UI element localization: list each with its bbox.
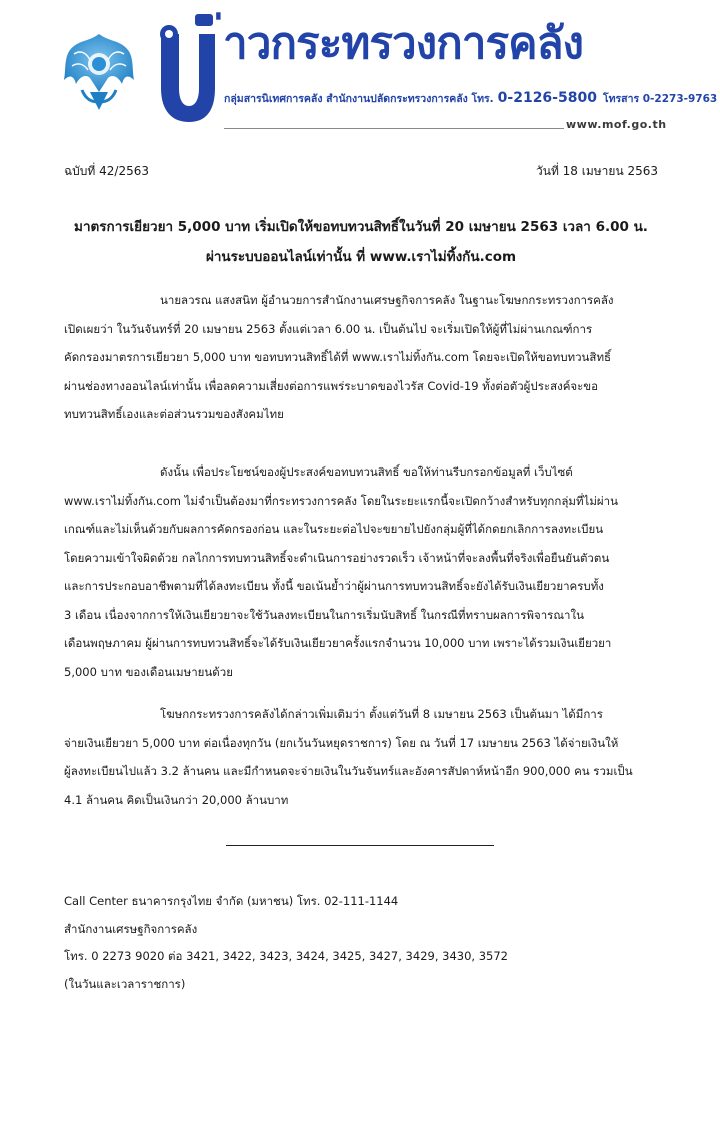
masthead-org-line: กลุ่มสารนิเทศการคลัง สำนักงานปลัดกระทรวงการคลัง โทร. <box>224 93 494 105</box>
paragraph-line: และการประกอบอาชีพตามที่ได้ลงทะเบียน ทั้งนี้ ขอเน้นย้ำว่าผู้ผ่านการทบทวนสิทธิ์จะยังได้รับเงินเยียวยาครบทั้ง <box>64 579 604 593</box>
paragraph-line: คัดกรองมาตรการเยียวยา 5,000 บาท ขอทบทวนสิทธิ์ได้ที่ www.เราไม่ทิ้งกัน.com โดยจะเปิดให้ขอทบทวนสิทธิ์ <box>64 350 612 364</box>
paragraph-line: เปิดเผยว่า ในวันจันทร์ที่ 20 เมษายน 2563 ตั้งแต่เวลา 6.00 น. เป็นต้นไป จะเริ่มเปิดให้ผู้ที่ไม่ผ่านเกณฑ์การ <box>64 321 593 336</box>
paragraph-line: โดยความเข้าใจผิดด้วย กลไกการทบทวนสิทธิ์จะดำเนินการอย่างรวดเร็ว เจ้าหน้าที่จะลงพื้นที่จริงเพื่อยืนยันตัวตน <box>64 550 610 565</box>
paragraph-line: 3 เดือน เนื่องจากการให้เงินเยียวยาจะใช้วันลงทะเบียนในการเริ่มนับสิทธิ์ ในกรณีที่ทราบผลการพิจารณาใน <box>64 607 584 622</box>
paragraph-line: ผู้ลงทะเบียนไปแล้ว 3.2 ล้านคน และมีกำหนดจะจ่ายเงินในวันจันทร์และอังคารสัปดาห์หน้าอีก 900,000 คน รวมเป็น <box>64 764 633 778</box>
paragraph-1 <box>64 286 658 429</box>
paragraph-line: นายลวรณ แสงสนิท ผู้อำนวยการสำนักงานเศรษฐกิจการคลัง ในฐานะโฆษกกระทรวงการคลัง <box>160 293 614 307</box>
masthead <box>0 0 720 140</box>
paragraph-line: เดือนพฤษภาคม ผู้ผ่านการทบทวนสิทธิ์จะได้รับเงินเยียวยาครั้งแรกจำนวน 10,000 บาท เพราะได้รวมเงินเยียวยา <box>64 636 612 650</box>
headline-line: มาตรการเยียวยา 5,000 บาท เริ่มเปิดให้ขอทบทวนสิทธิ์ในวันที่ 20 เมษายน 2563 เวลา 6.00 น. <box>74 219 648 235</box>
masthead-initial-glyph <box>153 8 223 130</box>
footer-line: (ในวันและเวลาราชการ) <box>64 976 186 991</box>
issue-date: วันที่ 18 เมษายน 2563 <box>536 164 658 178</box>
paragraph-2 <box>64 458 658 686</box>
issue-number: ฉบับที่ 42/2563 <box>64 164 149 178</box>
section-divider <box>226 845 494 846</box>
paragraph-line: 5,000 บาท ของเดือนเมษายนด้วย <box>64 664 233 679</box>
footer-line: Call Center ธนาคารกรุงไทย จำกัด (มหาชน) โทร. 02-111-1144 <box>64 894 399 908</box>
masthead-title: ่าวกระทรวงการคลัง <box>224 18 584 69</box>
paragraph-line: ผ่านช่องทางออนไลน์เท่านั้น เพื่อลดความเสี่ยงต่อการแพร่ระบาดของไวรัส Covid-19 ทั้งต่อตัวผู้ประสงค์จะขอ <box>64 378 599 393</box>
paragraph-line: โฆษกกระทรวงการคลังได้กล่าวเพิ่มเติมว่า ตั้งแต่วันที่ 8 เมษายน 2563 เป็นต้นมา ได้มีการ <box>160 707 603 721</box>
paragraph-line: ทบทวนสิทธิ์เองและต่อส่วนรวมของสังคมไทย <box>64 407 284 421</box>
masthead-rule <box>224 128 564 129</box>
masthead-phone: 0-2126-5800 <box>497 90 597 106</box>
masthead-contact-bar <box>224 84 718 110</box>
headline-line: ผ่านระบบออนไลน์เท่านั้น ที่ www.เราไม่ทิ้งกัน.com <box>205 249 517 265</box>
contact-footer <box>64 888 508 998</box>
paragraph-line: 4.1 ล้านคน คิดเป็นเงินกว่า 20,000 ล้านบาท <box>64 792 289 807</box>
ministry-emblem-icon <box>60 30 138 114</box>
headline <box>64 212 658 272</box>
paragraph-line: จ่ายเงินเยียวยา 5,000 บาท ต่อเนื่องทุกวัน (ยกเว้นวันหยุดราชการ) โดย ณ วันที่ 17 เมษายน 2563 ได้จ่ายเงินให้ <box>64 735 619 750</box>
footer-line: โทร. 0 2273 9020 ต่อ 3421, 3422, 3423, 3424, 3425, 3427, 3429, 3430, 3572 <box>64 949 508 963</box>
paragraph-3 <box>64 700 658 814</box>
masthead-fax: โทรสาร 0-2273-9763 <box>602 93 718 105</box>
paragraph-line: www.เราไม่ทิ้งกัน.com ไม่จำเป็นต้องมาที่กระทรวงการคลัง โดยในระยะแรกนี้จะเปิดกว้างสำหรับทุกกลุ่มที่ไม่ผ่าน <box>64 493 618 508</box>
paragraph-line: ดังนั้น เพื่อประโยชน์ของผู้ประสงค์ขอทบทวนสิทธิ์ ขอให้ท่านรีบกรอกข้อมูลที่ เว็บไซต์ <box>160 465 573 479</box>
footer-line: สำนักงานเศรษฐกิจการคลัง <box>64 921 198 936</box>
paragraph-line: เกณฑ์และไม่เห็นด้วยกับผลการคัดกรองก่อน และในระยะต่อไปจะขยายไปยังกลุ่มผู้ที่ได้กดยกเลิกการลงทะเบียน <box>64 522 604 536</box>
masthead-website: www.mof.go.th <box>566 118 667 131</box>
